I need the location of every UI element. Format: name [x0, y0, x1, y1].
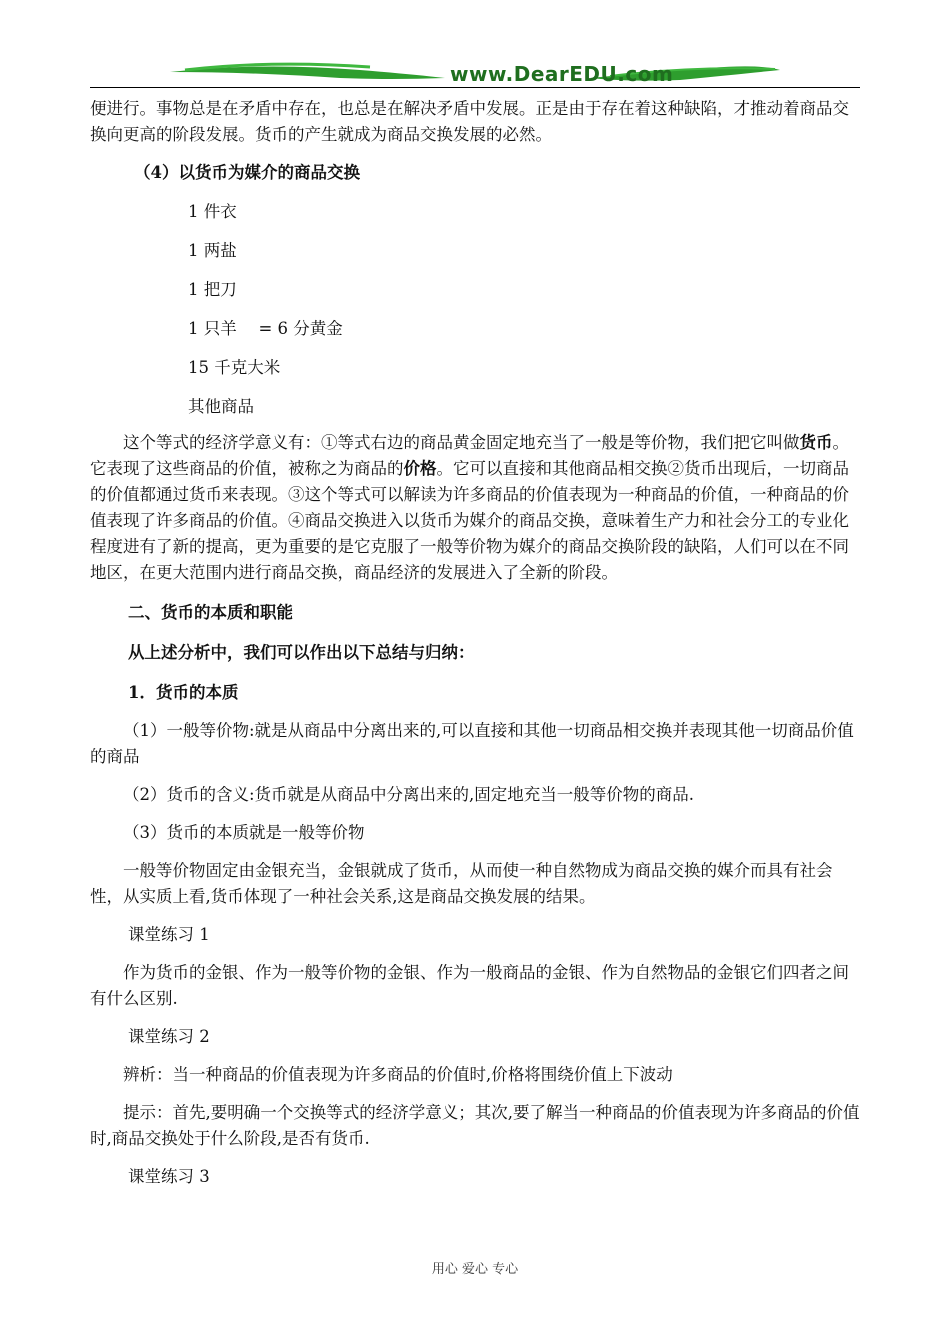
exercise-2-hint: 提示：首先,要明确一个交换等式的经济学意义；其次,要了解当一种商品的价值表现为许多商品的价值时,商品交换处于什么阶段,是否有货币.	[90, 1103, 860, 1148]
paragraph-money-essence: （3）货币的本质就是一般等价物	[123, 823, 365, 842]
essence-heading: 1．货币的本质	[128, 683, 239, 702]
equation-line: 其他商品	[188, 397, 254, 416]
page-footer: 用心 爱心 专心	[431, 1262, 519, 1277]
header-divider	[90, 87, 860, 88]
exercise-3-label: 课堂练习 3	[128, 1167, 210, 1186]
site-logo-text[interactable]: www.DearEDU.com	[450, 62, 674, 86]
exercise-2-label: 课堂练习 2	[128, 1027, 210, 1046]
section-heading-4: （4）以货币为媒介的商品交换	[134, 163, 360, 182]
document-body	[90, 96, 862, 1190]
meaning-text: 。它表现了这些商品的价值，被称之为商品的	[90, 433, 849, 478]
page-header	[90, 58, 860, 90]
equation-line: 15 千克大米	[188, 358, 281, 377]
paragraph-general-equivalent: （1）一般等价物:就是从商品中分离出来的,可以直接和其他一切商品相交换并表现其他一切商品价值的商品	[90, 721, 854, 766]
paragraph-money-definition: （2）货币的含义:货币就是从商品中分离出来的,固定地充当一般等价物的商品.	[123, 785, 695, 804]
term-money: 货币	[799, 433, 833, 452]
exercise-2-text: 辨析：当一种商品的价值表现为许多商品的价值时,价格将围绕价值上下波动	[123, 1065, 673, 1084]
equation-meaning-paragraph	[90, 430, 862, 586]
exercise-1-label: 课堂练习 1	[128, 925, 210, 944]
equation-line: 1 只羊 = 6 分黄金	[188, 319, 343, 338]
section-heading-2: 二、货币的本质和职能	[128, 603, 293, 622]
meaning-text: 这个等式的经济学意义有：①等式右边的商品黄金固定地充当了一般是等价物，我们把它叫做	[123, 433, 800, 452]
intro-paragraph: 便进行。事物总是在矛盾中存在，也总是在解决矛盾中发展。正是由于存在着这种缺陷，才推动着商品交换向更高的阶段发展。货币的产生就成为商品交换发展的必然。	[90, 99, 849, 144]
term-price: 价格	[403, 459, 437, 478]
equation-line: 1 两盐	[188, 241, 237, 260]
exercise-1-text: 作为货币的金银、作为一般等价物的金银、作为一般商品的金银、作为自然物品的金银它们四者之间有什么区别.	[90, 963, 849, 1008]
paragraph-gold-silver: 一般等价物固定由金银充当，金银就成了货币，从而使一种自然物成为商品交换的媒介而具有社会性，从实质上看,货币体现了一种社会关系,这是商品交换发展的结果。	[90, 861, 833, 906]
summary-heading: 从上述分析中，我们可以作出以下总结与归纳：	[128, 643, 475, 662]
equation-line: 1 把刀	[188, 280, 237, 299]
equation-line: 1 件衣	[188, 202, 237, 221]
exchange-equation	[90, 192, 862, 426]
meaning-text: 。它可以直接和其他商品相交换②货币出现后，一切商品的价值都通过货币来表现。③这个等式可以解读为许多商品的价值表现为一种商品的价值，一种商品的价值表现了许多商品的价值。④商品交换进入以货币为媒介的商品交换，意味着生产力和社会分工的专业化程度进有了新的提高，更为重要的是它克服了一般等价物为媒介的商品交换阶段的缺陷，人们可以在不同地区，在更大范围内进行商品交换，商品经济的发展进入了全新的阶段。	[90, 459, 849, 582]
